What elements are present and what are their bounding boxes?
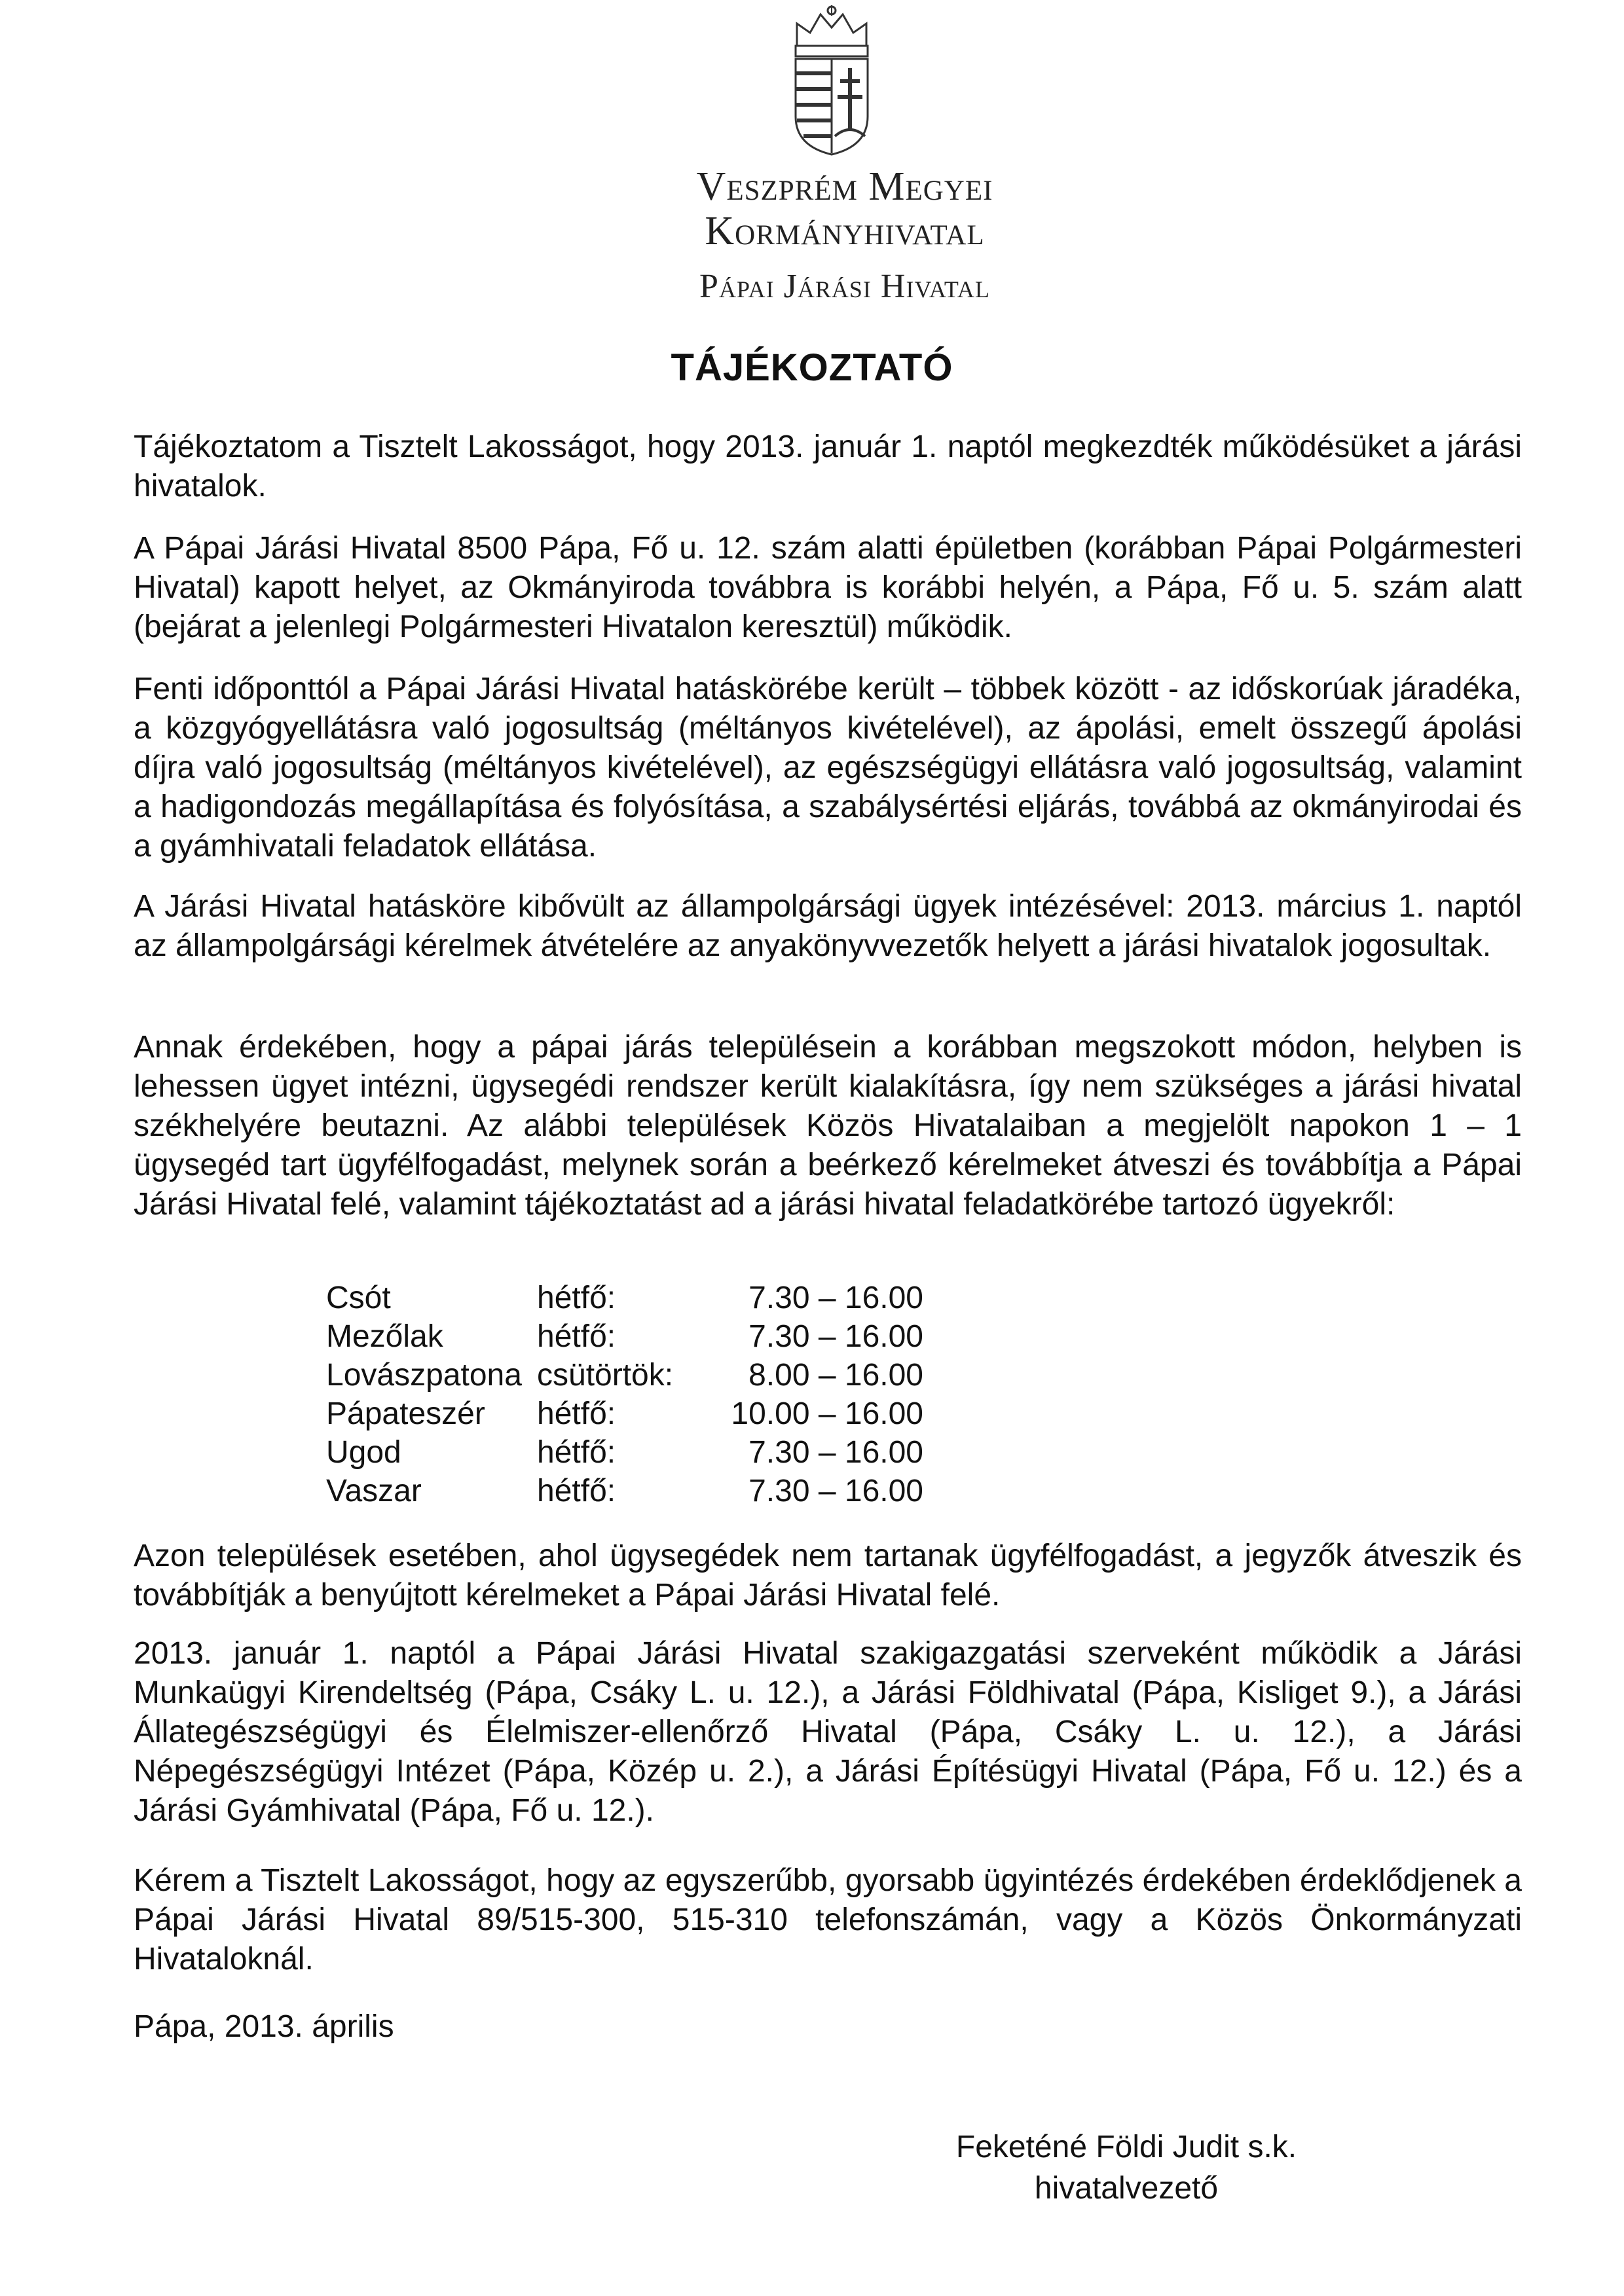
schedule-time: 7.30 – 16.00 [748,1435,923,1470]
paragraph-4: A Járási Hivatal hatásköre kibővült az állampolgársági ügyek intézésével: 2013. március 1. naptól az állampolgársági kérelmek átvételére az anyakönyvvezetők helyett a járási hivatalok jogosultak. [134,889,1522,963]
schedule-day: hétfő: [537,1396,616,1431]
schedule-time: 10.00 – 16.00 [731,1396,923,1431]
paragraph-2: A Pápai Járási Hivatal 8500 Pápa, Fő u. 12. szám alatti épületben (korábban Pápai Polgármesteri Hivatal) kapott helyet, az Okmányiroda továbbra is korábbi helyén, a Pápa, Fő u. 5. szám alatt (bejárat a jelenlegi Polgármesteri Hivatalon keresztül) működik. [134,531,1522,644]
paragraph-8: Kérem a Tisztelt Lakosságot, hogy az egyszerűbb, gyorsabb ügyintézés érdekében érdeklődjenek a Pápai Járási Hivatal 89/515-300, 515-310 telefonszámán, vagy a Közös Önkormányzati Hivataloknál. [134,1863,1522,1977]
schedule-place: Vaszar [326,1474,422,1508]
hungarian-coat-of-arms-icon [783,5,881,156]
signatory-name: Feketéné Földi Judit s.k. [955,2130,1297,2164]
schedule-day: hétfő: [537,1281,616,1315]
paragraph-6: Azon települések esetében, ahol ügysegédek nem tartanak ügyfélfogadást, a jegyzők átveszik és továbbítják a benyújtott kérelmeket a Pápai Járási Hivatal felé. [134,1539,1522,1613]
schedule-row [326,1279,923,1317]
schedule-row [326,1472,923,1510]
schedule-day: csütörtök: [537,1358,674,1393]
org-name-line1: Veszprém Megyei [696,164,993,209]
schedule-time: 7.30 – 16.00 [748,1319,923,1354]
signatory-role: hivatalvezető [1034,2171,1219,2206]
schedule-place: Ugod [326,1435,401,1470]
schedule-row [326,1394,923,1433]
schedule-day: hétfő: [537,1435,616,1470]
org-name-line2: Kormányhivatal [705,209,985,253]
schedule-time: 8.00 – 16.00 [748,1358,923,1393]
paragraph-5: Annak érdekében, hogy a pápai járás településein a korábban megszokott módon, helyben is lehessen ügyet intézni, ügysegédi rendszer került kialakításra, így nem szükséges a járási hivatal székhelyére beutazni. Az alábbi települések Közös Hivatalaiban a megjelölt napokon 1 – 1 ügysegéd tart ügyfélfogadást, melynek során a beérkező kérelmeket átveszi és továbbítja a Pápai Járási Hivatal felé, valamint tájékoztatást ad a járási hivatal feladatkörébe tartozó ügyekről: [134,1030,1522,1222]
schedule-table [326,1279,923,1510]
schedule-row [326,1356,923,1394]
office-name: Pápai Járási Hivatal [699,268,990,305]
document-title: TÁJÉKOZTATÓ [671,346,953,389]
schedule-day: hétfő: [537,1474,616,1508]
paragraph-7: 2013. január 1. naptól a Pápai Járási Hivatal szakigazgatási szerveként működik a Járási Munkaügyi Kirendeltség (Pápa, Csáky L. u. 12.), a Járási Földhivatal (Pápa, Kisliget 9.), a Járási Állategészségügyi és Élelmiszer-ellenőrző Hivatal (Pápa, Csáky L. u. 12.), a Járási Népegészségügyi Intézet (Pápa, Közép u. 2.), a Járási Építésügyi Hivatal (Pápa, Fő u. 12.) és a Járási Gyámhivatal (Pápa, Fő u. 12.). [134,1636,1522,1828]
paragraph-3: Fenti időponttól a Pápai Járási Hivatal hatáskörébe került – többek között - az időskorúak járadéka, a közgyógyellátásra való jogosultság (méltányos kivételével), az ápolási, emelt összegű ápolási díjra való jogosultság (méltányos kivételével), az egészségügyi ellátásra való jogosultság, valamint a hadigondozás megállapítása és folyósítása, a szabálysértési eljárás, továbbá az okmányirodai és a gyámhivatali feladatok ellátása. [134,672,1522,864]
schedule-row [326,1433,923,1472]
schedule-time: 7.30 – 16.00 [748,1281,923,1315]
schedule-place: Lovászpatona [326,1358,522,1393]
schedule-time: 7.30 – 16.00 [748,1474,923,1508]
schedule-row [326,1317,923,1356]
paragraph-1: Tájékoztatom a Tisztelt Lakosságot, hogy 2013. január 1. naptól megkezdték működésüket a járási hivatalok. [134,429,1522,503]
schedule-place: Pápateszér [326,1396,485,1431]
date-line: Pápa, 2013. április [134,2009,394,2044]
schedule-place: Csót [326,1281,391,1315]
schedule-day: hétfő: [537,1319,616,1354]
schedule-place: Mezőlak [326,1319,443,1354]
